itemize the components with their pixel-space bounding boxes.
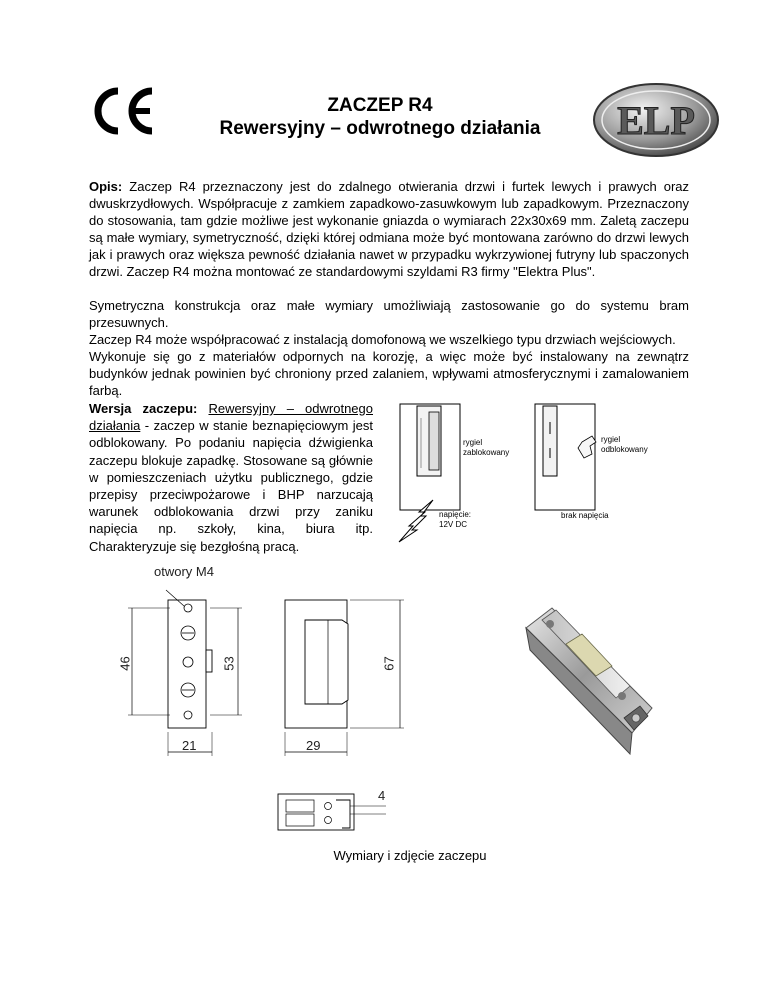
dim-46: 46 [117,656,133,671]
description-paragraph [89,178,689,280]
voltage-label-1: napięcie: [439,510,472,519]
elp-logo [590,80,722,160]
version-label: Wersja zaczepu: [89,401,198,416]
version-paragraph [89,400,373,555]
description-label: Opis: [89,179,123,194]
ce-mark-logo [88,86,158,136]
dim-53: 53 [221,656,237,671]
title-main: ZACZEP R4 [327,95,433,116]
dim-67: 67 [381,656,397,671]
application-text-3: Wykonuje się go z materiałów odpornych na korozję, a więc może być instalowany na zewnątrz budynków jednak powinien być chroniony przed zalaniem, wpływami atmosferycznymi i zamalowaniem farbą. [89,349,689,398]
unlocked-label-1: rygiel [601,435,621,444]
application-paragraph [89,297,689,399]
dim-21: 21 [182,738,197,753]
no-voltage-label: brak napięcia [561,511,609,520]
locked-label-2: zablokowany [463,448,510,457]
figure-caption: Wymiary i zdjęcie zaczepu [333,848,487,863]
page-title [180,94,580,140]
dim-4: 4 [378,788,386,803]
operation-diagram [395,398,695,548]
locked-label-1: rygiel [463,438,483,447]
dim-29: 29 [306,738,321,753]
title-sub: Rewersyjny – odwrotnego działania [219,118,541,139]
version-text: - zaczep w stanie beznapięciowym jest odblokowany. Po podaniu napięcia dźwigienka zaczepu blokuje zapadkę. Stosowane są głównie w pomieszczeniach użytku publicznego, gdzie przepisy przeciwpożarowe i BHP narzucają warunek odblokowania drzwi przy zaniku napięcia np. szkoły, kina, biura itp. Charakteryzuje się bezgłośną pracą. [89,418,373,554]
unlocked-label-2: odblokowany [601,445,648,454]
svg-text:ELP: ELP [617,98,695,143]
bottom-view-drawing [270,780,400,840]
application-text-1: Symetryczna konstrukcja oraz małe wymiary umożliwiają zastosowanie go do systemu bram przesuwnych. [89,298,689,330]
holes-label: otwory M4 [154,564,214,579]
product-photo [512,598,662,758]
application-text-2: Zaczep R4 może współpracować z instalacją domofonową we wszelkiego typu drzwiach wejściowych. [89,332,676,347]
technical-drawing [110,560,430,770]
voltage-label-2: 12V DC [439,520,468,529]
description-text: Zaczep R4 przeznaczony jest do zdalnego otwierania drzwi i furtek lewych i prawych oraz dwuskrzydłowych. Współpracuje z zamkiem zapadkowo-zasuwkowym lub zapadkowym. Przeznaczony do stosowania, tam gdzie możliwe jest wykonanie gniazda o wymiarach 22x30x69 mm. Zaletą zaczepu są małe wymiary, symetryczność, dzięki której odmiana może być montowana zarówno do drzwi lewych jak i prawych oraz większa pewność działania nawet w przypadku wykrzywionej futryny lub spaczonych drzwi. Zaczep R4 można montować ze standardowymi szyldami R3 firmy "Elektra Plus". [89,179,689,279]
version-type: Rewersyjny – odwrotnego działania [89,401,373,434]
